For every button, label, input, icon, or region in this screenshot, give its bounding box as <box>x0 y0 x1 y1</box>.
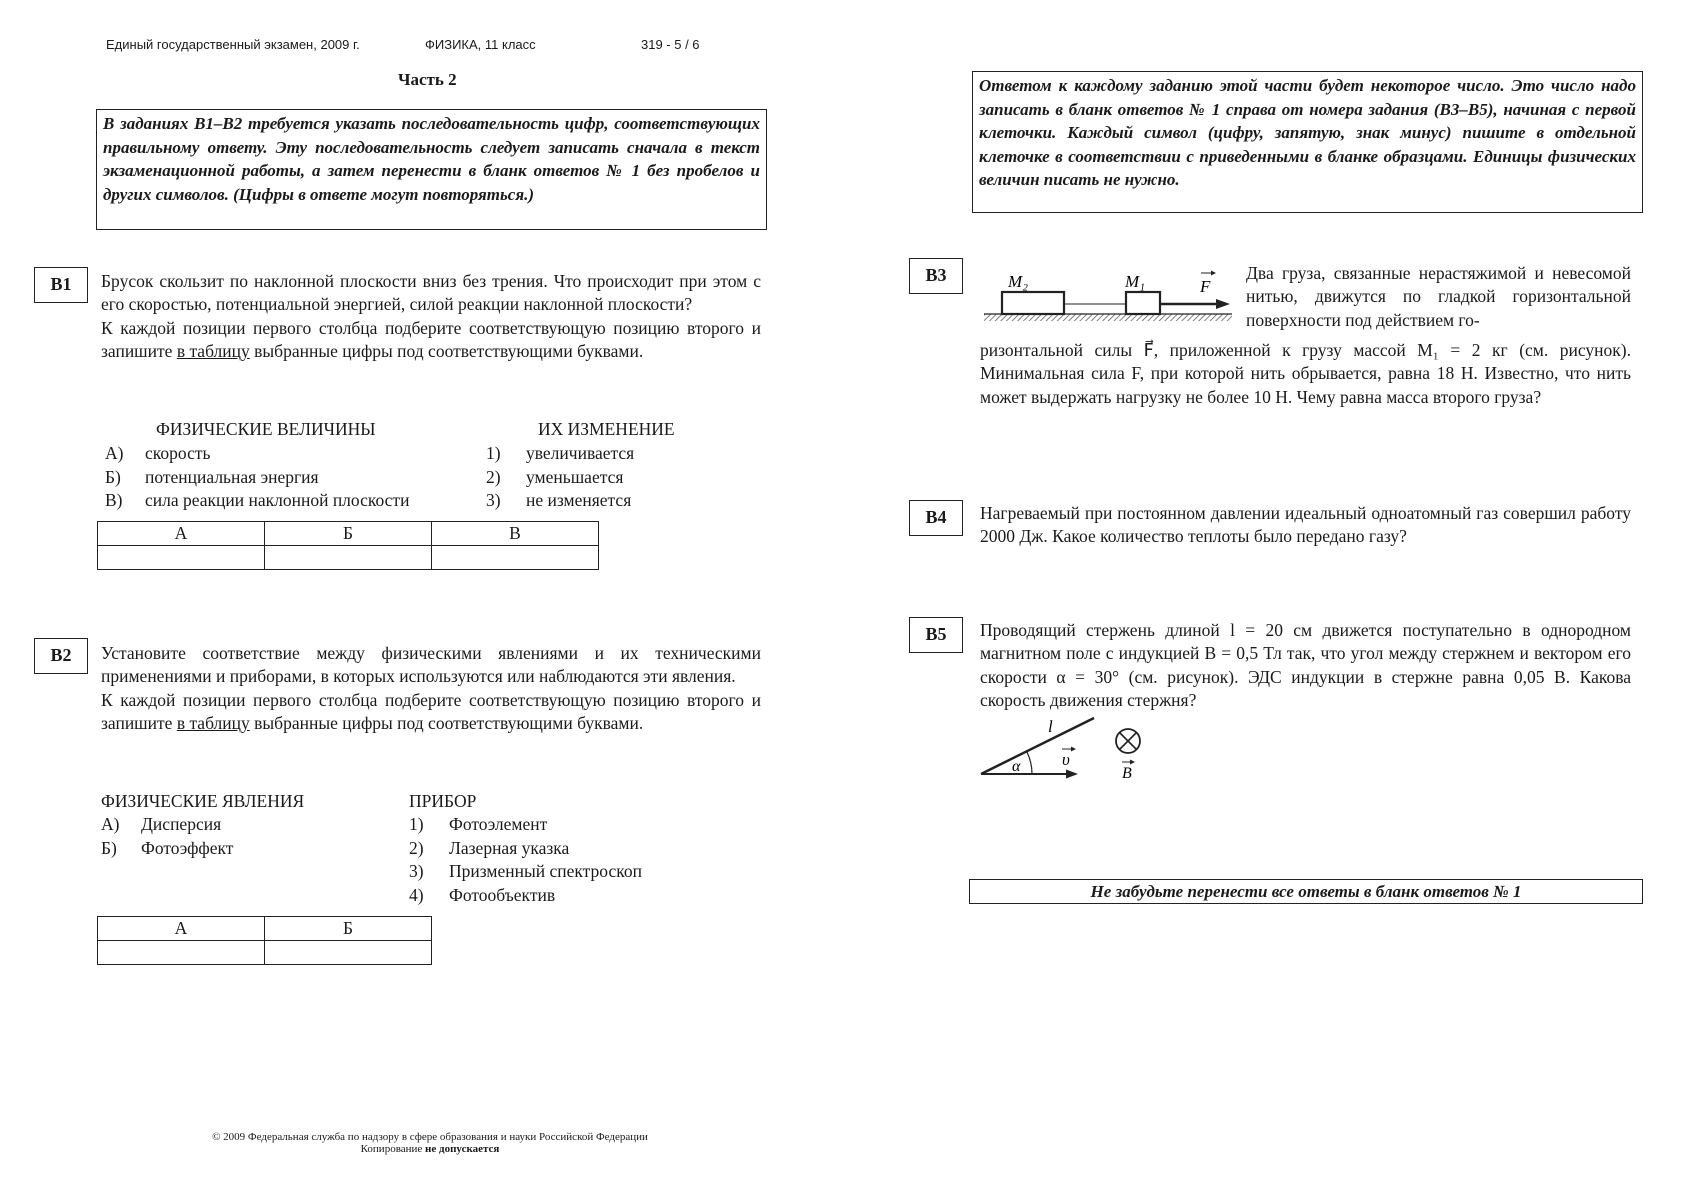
list-item <box>409 884 642 908</box>
answer-cell[interactable] <box>98 546 265 570</box>
b3-figure <box>980 262 1236 326</box>
b2-instruction-pre: К каждой позиции первого столбца подберите соответствующую позицию второго и запишите <box>101 689 761 733</box>
b1-instruction <box>101 317 761 364</box>
block-m1 <box>1126 292 1160 314</box>
item-key: В) <box>105 490 123 510</box>
item-key: А) <box>101 814 120 834</box>
footer-copy-note <box>130 1143 730 1155</box>
question-label-b5: B5 <box>909 617 963 653</box>
item-text: Дисперсия <box>141 814 222 834</box>
table-header: В <box>432 522 599 546</box>
b5-figure <box>976 712 1156 782</box>
option-text: Фотообъектив <box>449 884 556 905</box>
b2-statement: Установите соответствие между физическими явлениями и их техническими применениями и приборами, в которых используются или наблюдаются эти явления. <box>101 643 761 687</box>
b-vector-mark-head <box>1130 760 1135 765</box>
b1-items <box>105 442 409 513</box>
item-text: потенциальная энергия <box>145 466 319 487</box>
answer-cell[interactable] <box>432 546 599 570</box>
item-key: А) <box>105 443 124 463</box>
item-text: сила реакции наклонной плоскости <box>145 490 410 510</box>
question-label-b2: B2 <box>34 638 88 674</box>
list-item <box>486 442 634 466</box>
option-key: 2) <box>409 837 424 858</box>
table-header: Б <box>265 522 432 546</box>
b2-instruction <box>101 689 761 736</box>
list-item <box>409 860 642 884</box>
part-title: Часть 2 <box>398 70 457 89</box>
list-item <box>409 813 642 837</box>
table-header: А <box>98 522 265 546</box>
v-vector-mark-head <box>1071 747 1076 752</box>
option-key: 1) <box>409 814 424 834</box>
right-instruction-box: Ответом к каждому заданию этой части будет некоторое число. Это число надо записать в бланк ответов № 1 справа от номера задания (В3–В5), начиная с первой клеточки. Каждый символ (цифру, запятую, знак минус) пишите в отдельной клеточке в соответствии с приведенными в бланке образцами. Единицы физических величин писать не нужно. <box>972 71 1643 213</box>
b3-text-below: ризонтальной силы F⃗, приложенной к грузу массой M₁ = 2 кг (см. рисунок). Минимальная сила F, при которой нить обрывается, равна 18 Н. Известно, что нить может выдержать нагрузку не более 10 Н. Чему равна масса второго груза? <box>980 340 1631 407</box>
b3-text-right: Два груза, связанные нерастяжимой и невесомой нитью, движутся по гладкой горизонтальной поверхности под действием го- <box>1246 263 1631 330</box>
exam-title: Единый государственный экзамен, 2009 г. <box>106 37 360 52</box>
label-force: F <box>1200 277 1211 296</box>
b1-instruction-pre: К каждой позиции первого столбца подберите соответствующую позицию второго и запишите <box>101 317 761 361</box>
b2-instruction-link: в таблицу <box>176 712 250 733</box>
b1-instruction-post: выбранные цифры под соответствующими буквами. <box>249 340 644 361</box>
footer-copyright: © 2009 Федеральная служба по надзору в сфере образования и науки Российской Федерации <box>212 1131 648 1143</box>
question-label-b1: B1 <box>34 267 88 303</box>
option-key: 1) <box>486 443 501 463</box>
option-text: уменьшается <box>526 466 624 487</box>
b2-instruction-post: выбранные цифры под соответствующими буквами. <box>249 712 644 733</box>
b2-answer-table <box>97 916 432 965</box>
velocity-arrow-head <box>1066 770 1078 779</box>
footer-copy-pre: Копирование <box>360 1143 426 1155</box>
option-text: увеличивается <box>526 443 635 463</box>
footer <box>130 1131 730 1155</box>
b5-text: Проводящий стержень длиной l = 20 см движется поступательно в однородном магнитном поле с индукцией B = 0,5 Тл так, что угол между стержнем и вектором его скорости α = 30° (см. рисунок). ЭДС индукции в стержне равна 0,05 В. Какова скорость движения стержня? <box>980 620 1631 710</box>
b1-instruction-link: в таблицу <box>176 340 250 361</box>
b1-col1-title: ФИЗИЧЕСКИЕ ВЕЛИЧИНЫ <box>156 419 376 439</box>
b2-col1-title: ФИЗИЧЕСКИЕ ЯВЛЕНИЯ <box>101 791 305 811</box>
subject-title: ФИЗИКА, 11 класс <box>425 37 536 52</box>
b2-options <box>409 813 642 907</box>
b2-text <box>101 642 761 735</box>
table-header: А <box>98 917 265 941</box>
b1-options <box>486 442 634 513</box>
rod-line <box>981 718 1094 774</box>
page-number: 319 - 5 / 6 <box>641 37 700 52</box>
list-item <box>101 813 233 837</box>
label-v: υ <box>1062 750 1070 769</box>
item-key: Б) <box>105 466 121 487</box>
b1-answer-table <box>97 521 599 570</box>
option-key: 4) <box>409 884 424 905</box>
reminder-box: Не забудьте перенести все ответы в бланк ответов № 1 <box>969 879 1643 904</box>
b4-text: Нагреваемый при постоянном давлении идеальный одноатомный газ совершил работу 2000 Дж. Какое количество теплоты было передано газу? <box>980 503 1631 547</box>
footer-copy-bold: не допускается <box>425 1143 500 1155</box>
answer-cell[interactable] <box>265 546 432 570</box>
label-alpha: α <box>1012 758 1021 775</box>
item-text: Фотоэффект <box>141 837 234 858</box>
question-label-b4: B4 <box>909 500 963 536</box>
force-arrow-head <box>1216 299 1230 309</box>
block-m2 <box>1002 292 1064 314</box>
list-item <box>409 837 642 861</box>
answer-cell[interactable] <box>265 941 432 965</box>
label-l: l <box>1048 717 1053 736</box>
b1-text <box>101 270 761 363</box>
b1-col2-title: ИХ ИЗМЕНЕНИЕ <box>538 419 675 439</box>
force-vector-mark-head <box>1211 271 1216 276</box>
answer-cell[interactable] <box>98 941 265 965</box>
item-key: Б) <box>101 837 117 858</box>
option-key: 3) <box>486 490 501 510</box>
label-b: B <box>1122 765 1132 782</box>
label-m2: M₂ <box>1008 272 1029 291</box>
list-item <box>486 489 634 513</box>
angle-arc <box>1027 752 1032 774</box>
item-text: скорость <box>145 443 211 463</box>
option-text: Фотоэлемент <box>449 814 548 834</box>
list-item <box>105 442 409 466</box>
b2-items <box>101 813 233 860</box>
question-label-b3: B3 <box>909 258 963 294</box>
left-instruction-box: В заданиях В1–В2 требуется указать последовательность цифр, соответствующих правильному ответу. Эту последовательность следует записать сначала в текст экзаменационной работы, а затем перенести в бланк ответов № 1 без пробелов и других символов. (Цифры в ответе могут повторяться.) <box>96 109 767 230</box>
option-key: 2) <box>486 466 501 487</box>
label-m1: M₁ <box>1125 272 1146 291</box>
b1-statement: Брусок скользит по наклонной плоскости вниз без трения. Что происходит при этом с его скоростью, потенциальной энергией, силой реакции наклонной плоскости? <box>101 271 761 315</box>
list-item <box>105 489 409 513</box>
option-text: не изменяется <box>526 490 632 510</box>
option-text: Лазерная указка <box>449 837 570 858</box>
option-text: Призменный спектроскоп <box>449 861 642 881</box>
list-item <box>486 466 634 490</box>
list-item <box>101 837 233 861</box>
table-header: Б <box>265 917 432 941</box>
b2-col2-title: ПРИБОР <box>409 791 477 811</box>
list-item <box>105 466 409 490</box>
option-key: 3) <box>409 861 424 881</box>
